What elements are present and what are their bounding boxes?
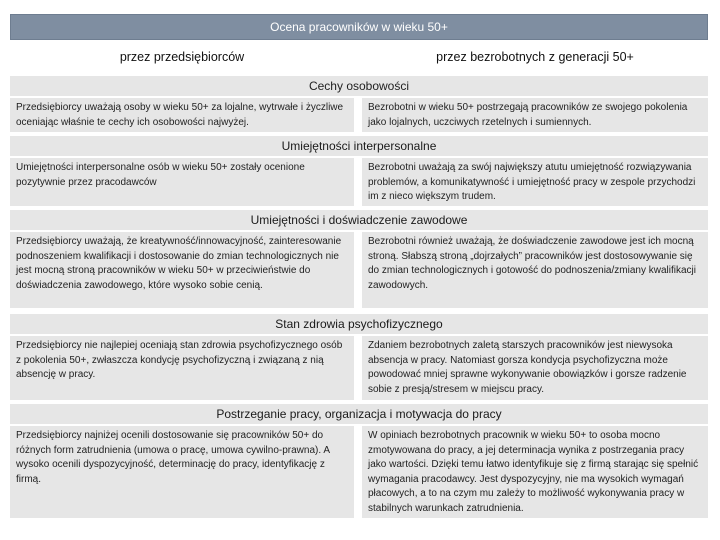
section-title-interpersonal: Umiejętności interpersonalne: [10, 136, 708, 156]
page-title: Ocena pracowników w wieku 50+: [10, 14, 708, 40]
section-title-skills-experience: Umiejętności i doświadczenie zawodowe: [10, 210, 708, 230]
section-title-health: Stan zdrowia psychofizycznego: [10, 314, 708, 334]
unemployed-personality-text: Bezrobotni w wieku 50+ postrzegają pracowników ze swojego pokolenia jako lojalnych, uczciwych rzetelnych i sumiennych.: [362, 98, 708, 132]
employers-work-motivation-text: Przedsiębiorcy najniżej ocenili dostosowanie się pracowników 50+ do różnych form zatrudnienia (umowa o pracę, umowa cywilno-prawna). A wysoko ocenili dyspozycyjność, determinację do pracy, identyfikację z firmą.: [10, 426, 354, 518]
employers-personality-text: Przedsiębiorcy uważają osoby w wieku 50+ za lojalne, wytrwałe i życzliwe oceniając właśnie te cechy ich osobowości najwyżej.: [10, 98, 354, 132]
employers-interpersonal-text: Umiejętności interpersonalne osób w wieku 50+ zostały ocenione pozytywnie przez pracodawców: [10, 158, 354, 206]
unemployed-skills-text: Bezrobotni również uważają, że doświadczenie zawodowe jest ich mocną stroną. Słabszą stroną „dojrzałych” pracowników jest dostosowywanie się do zmian technologicznych i gotowość do podnoszenia/zmiany kwalifikacji zawodowych.: [362, 232, 708, 308]
section-title-work-motivation: Postrzeganie pracy, organizacja i motywacja do pracy: [10, 404, 708, 424]
column-header-employers: przez przedsiębiorców: [10, 44, 354, 70]
unemployed-health-text: Zdaniem bezrobotnych zaletą starszych pracowników jest niewysoka absencja w pracy. Natomiast gorsza kondycja psychofizyczna może powodować mniej sprawne wykonywanie obowiązków i gorsze radzenie sobie z presją/stresem w miejscu pracy.: [362, 336, 708, 400]
employers-skills-text: Przedsiębiorcy uważają, że kreatywność/innowacyjność, zainteresowanie podnoszeniem kwalifikacji i dostosowanie do zmian technologicznych nie jest mocną stroną pracowników w wieku 50+ w przeciwieństwie do doświadczenia zawodowego, które wysoko sobie cenią.: [10, 232, 354, 308]
column-header-unemployed: przez bezrobotnych z generacji 50+: [362, 44, 708, 70]
section-title-personality: Cechy osobowości: [10, 76, 708, 96]
employers-health-text: Przedsiębiorcy nie najlepiej oceniają stan zdrowia psychofizycznego osób z pokolenia 50+, zwłaszcza kondycję psychofizyczną i związaną z nią absencję w pracy.: [10, 336, 354, 400]
unemployed-work-motivation-text: W opiniach bezrobotnych pracownik w wieku 50+ to osoba mocno zmotywowana do pracy, a jej determinacja wynika z postrzegania pracy jako wartości. Dzięki temu łatwo identyfikuje się z firmą starając się spełnić wymagania pracodawcy. Jest dyspozycyjny, nie ma wysokich wymagań płacowych, a to na czym mu zależy to możliwość wykonywania pracy w stabilnych warunkach zatrudnienia.: [362, 426, 708, 518]
unemployed-interpersonal-text: Bezrobotni uważają za swój największy atutu umiejętność rozwiązywania problemów, a komunikatywność i umiejętność pracy w zespole przychodzi im z nieco większym trudem.: [362, 158, 708, 206]
